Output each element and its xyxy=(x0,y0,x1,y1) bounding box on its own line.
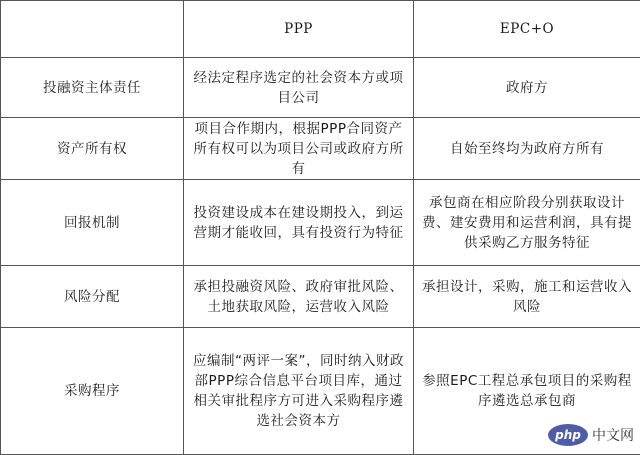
epco-cell: 自始至终均为政府方所有 xyxy=(414,118,640,180)
table-row xyxy=(1,328,640,455)
epco-cell: 承包商在相应阶段分别获取设计费、建安费用和运营利润，具有提供采购乙方服务特征 xyxy=(414,180,640,266)
ppp-cell: 投资建设成本在建设期投入，到运营期才能收回，具有投资行为特征 xyxy=(184,180,414,266)
epco-cell: 参照EPC工程总承包项目的采购程序遴选总承包商 xyxy=(414,328,640,455)
header-ppp: PPP xyxy=(184,1,414,58)
table-row xyxy=(1,58,640,118)
row-label: 风险分配 xyxy=(1,266,184,328)
php-logo-icon: php xyxy=(548,424,588,446)
row-label: 资产所有权 xyxy=(1,118,184,180)
ppp-cell: 经法定程序选定的社会资本方或项目公司 xyxy=(184,58,414,118)
row-label: 回报机制 xyxy=(1,180,184,266)
epco-cell: 政府方 xyxy=(414,58,640,118)
header-blank-cell xyxy=(1,1,184,58)
header-row xyxy=(1,1,640,58)
table-row xyxy=(1,118,640,180)
watermark-text: 中文网 xyxy=(592,425,634,445)
row-label: 采购程序 xyxy=(1,328,184,455)
ppp-cell: 应编制“两评一案”，同时纳入财政部PPP综合信息平台项目库，通过相关审批程序方可进入采购程序遴选社会资本方 xyxy=(184,328,414,455)
epco-cell: 承担设计，采购，施工和运营收入风险 xyxy=(414,266,640,328)
table-row xyxy=(1,180,640,266)
table-row xyxy=(1,266,640,328)
ppp-cell: 项目合作期内，根据PPP合同资产所有权可以为项目公司或政府方所有 xyxy=(184,118,414,180)
header-epco: EPC+O xyxy=(414,1,640,58)
row-label: 投融资主体责任 xyxy=(1,58,184,118)
ppp-cell: 承担投融资风险、政府审批风险、土地获取风险，运营收入风险 xyxy=(184,266,414,328)
